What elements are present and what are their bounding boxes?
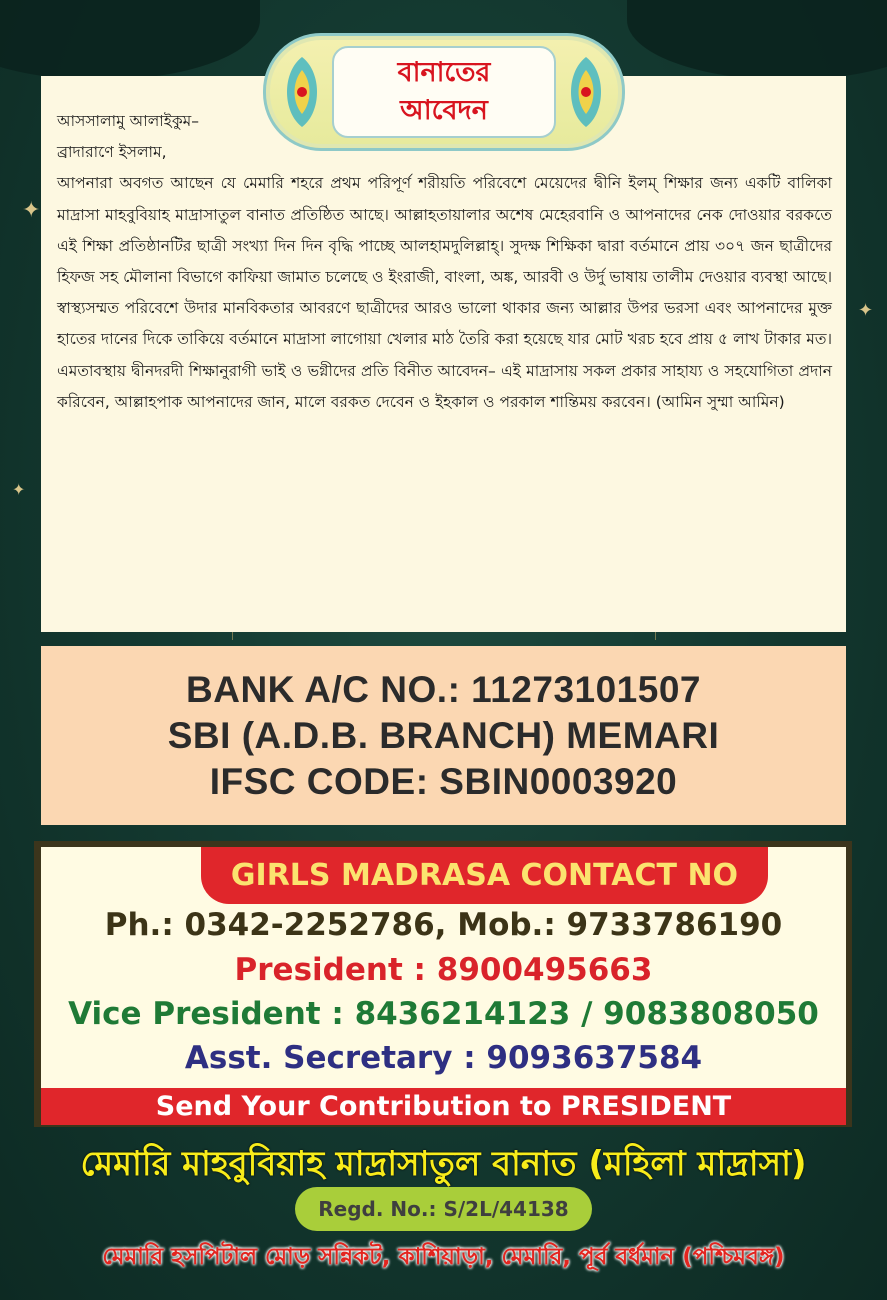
president-contact: President : 8900495663 bbox=[234, 952, 653, 988]
appeal-letter-text bbox=[57, 106, 832, 418]
arabesque-ornament-icon bbox=[272, 52, 332, 132]
contact-heading: GIRLS MADRASA CONTACT NO bbox=[230, 858, 739, 893]
letter-greeting: আসসালামু আলাইকুম– bbox=[57, 112, 200, 130]
contact-heading-pill bbox=[201, 847, 768, 904]
bank-account-number: BANK A/C NO.: 11273101507 bbox=[186, 668, 701, 710]
title-line-1: বানাতের bbox=[397, 57, 491, 88]
letter-salutation: ব্রাদারাণে ইসলাম, bbox=[57, 143, 167, 162]
appeal-letter-panel bbox=[41, 76, 846, 632]
star-icon: ✦ bbox=[12, 480, 26, 499]
bank-ifsc-code: IFSC CODE: SBIN0003920 bbox=[209, 760, 678, 802]
star-icon: ✦ bbox=[22, 198, 41, 223]
phone-numbers: Ph.: 0342-2252786, Mob.: 9733786190 bbox=[104, 907, 783, 943]
secretary-contact: Asst. Secretary : 9093637584 bbox=[184, 1040, 703, 1076]
vice-president-contact: Vice President : 8436214123 / 9083808050 bbox=[68, 996, 819, 1032]
bank-branch: SBI (A.D.B. BRANCH) MEMARI bbox=[167, 714, 720, 756]
title-box bbox=[332, 46, 556, 138]
registration-number: Regd. No.: S/2L/44138 bbox=[318, 1197, 569, 1221]
star-icon: ✦ bbox=[858, 300, 874, 321]
contact-panel bbox=[41, 847, 846, 1125]
send-contribution-text: Send Your Contribution to PRESIDENT bbox=[155, 1091, 732, 1122]
letter-body-paragraph: আপনারা অবগত আছেন যে মেমারি শহরে প্রথম পরিপূর্ণ শরীয়তি পরিবেশে মেয়েদের দ্বীনি ইলম্ শিক্ষার জন্য একটি বালিকা মাদ্রাসা মাহবুবিয়াহ মাদ্রাসাতুল বানাত প্রতিষ্ঠিত আছে। আল্লাহতায়ালার অশেষ মেহেরবানি ও আপনাদের নেক দোওয়ার বরকতে এই শিক্ষা প্রতিষ্ঠানটির ছাত্রী সংখ্যা দিন দিন বৃদ্ধি পাচ্ছে আলহামদুলিল্লাহ্। সুদক্ষ শিক্ষিকা দ্বারা বর্তমানে প্রায় ৩০৭ জন ছাত্রীদের হিফজ সহ মৌলানা বিভাগে কাফিয়া জামাত চলেছে ও ইংরাজী, বাংলা, অঙ্ক, আরবী ও উর্দু ভাষায় তালীম দেওয়ার ব্যবস্থা আছে। স্বাস্থ্যসম্মত পরিবেশে উদার মানবিকতার আবরণে ছাত্রীদের আরও ভালো থাকার জন্য আল্লার উপর ভরসা এবং আপনাদের মুক্ত হাতের দানের দিকে তাকিয়ে বর্তমানে মাদ্রাসা লাগোয়া খেলার মাঠ তৈরি করা হয়েছে যার মোট খরচ হবে প্রায় ৫ লাখ টাকার মত। এমতাবস্থায় দ্বীনদরদী শিক্ষানুরাগী ভাই ও ভগ্নীদের প্রতি বিনীত আবেদন– এই মাদ্রাসায় সকল প্রকার সাহায্য ও সহযোগিতা প্রদান করিবেন, আল্লাহপাক আপনাদের জান, মালে বরকত দেবেন ও ইহকাল ও পরকাল শান্তিময় করবেন। (আমিন সুম্মা আমিন) bbox=[57, 174, 832, 411]
send-contribution-bar bbox=[41, 1088, 846, 1125]
title-badge bbox=[263, 33, 625, 151]
lamp-line bbox=[655, 632, 656, 640]
registration-pill bbox=[295, 1187, 592, 1231]
lamp-line bbox=[232, 632, 233, 640]
title-line-2: আবেদন bbox=[400, 95, 488, 126]
organization-name: মেমারি মাহবুবিয়াহ মাদ্রাসাতুল বানাত (মহিলা মাদ্রাসা) bbox=[80, 1144, 807, 1184]
organization-address: মেমারি হসপিটাল মোড় সন্নিকট, কাশিয়াড়া, মেমারি, পূর্ব বর্ধমান (পশ্চিমবঙ্গ) bbox=[102, 1244, 785, 1270]
arabesque-ornament-icon bbox=[556, 52, 616, 132]
bank-details-panel bbox=[41, 646, 846, 825]
